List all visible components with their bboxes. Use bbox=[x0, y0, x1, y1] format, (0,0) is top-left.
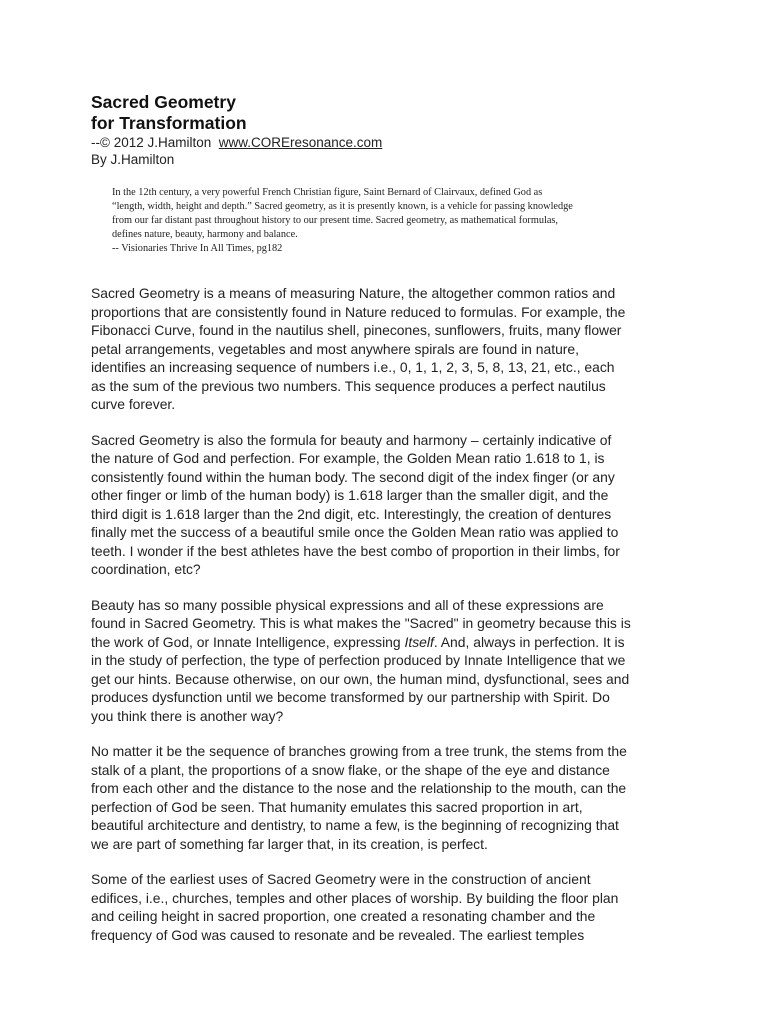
text-line: as the sum of the previous two numbers. This sequence produces a perfect nautilus bbox=[91, 377, 606, 394]
text-line: Beauty has so many possible physical expressions and all of these expressions are bbox=[91, 596, 604, 613]
quote-line: In the 12th century, a very powerful French Christian figure, Saint Bernard of Clairvaux, defined God as bbox=[112, 187, 543, 198]
quote-source: -- Visionaries Thrive In All Times, pg182 bbox=[112, 243, 283, 254]
document-page bbox=[91, 92, 687, 944]
text-line: in the study of perfection, the type of perfection produced by Innate Intelligence that we bbox=[91, 652, 626, 668]
paragraph-2 bbox=[91, 431, 687, 579]
text-line: Some of the earliest uses of Sacred Geometry were in the construction of ancient bbox=[91, 871, 591, 887]
text-line: beautiful architecture and dentistry, to name a few, is the beginning of recognizing that bbox=[91, 817, 619, 833]
italic-emphasis: Itself bbox=[404, 633, 434, 650]
text-line: teeth. I wonder if the best athletes have the best combo of proportion in their limbs, for bbox=[91, 542, 620, 559]
text-line: finally met the success of a beautiful smile once the Golden Mean ratio was applied to bbox=[91, 524, 619, 540]
text-line: perfection of God be seen. That humanity emulates this sacred proportion in art, bbox=[91, 798, 583, 815]
text-line: found in Sacred Geometry. This is what makes the "Sacred" in geometry because this is bbox=[91, 615, 631, 631]
paragraph-5 bbox=[91, 870, 687, 944]
document-title bbox=[91, 92, 687, 134]
text-line: coordination, etc? bbox=[91, 561, 201, 577]
quote-line: “length, width, height and depth.” Sacred geometry, as it is presently known, is a vehicle for passing knowledge bbox=[112, 201, 573, 212]
copyright-text: --© 2012 J.Hamilton bbox=[91, 135, 219, 150]
text-line: Sacred Geometry is also the formula for beauty and harmony – certainly indicative of bbox=[91, 431, 612, 448]
byline: By J.Hamilton bbox=[91, 152, 175, 167]
text-line: we are part of something far larger that, in its creation, is perfect. bbox=[91, 835, 488, 852]
text-line: produces dysfunction until we become transformed by our partnership with Spirit. Do bbox=[91, 689, 610, 705]
website-link[interactable]: www.COREresonance.com bbox=[218, 135, 383, 150]
text-line: frequency of God was caused to resonate and be revealed. The earliest temples bbox=[91, 926, 585, 943]
text-line: No matter it be the sequence of branches growing from a tree trunk, the stems from the bbox=[91, 743, 627, 759]
text-line: stalk of a plant, the proportions of a snow flake, or the shape of the eye and distance bbox=[91, 761, 610, 778]
copyright-line bbox=[91, 134, 687, 151]
title-line-1: Sacred Geometry bbox=[91, 92, 236, 112]
epigraph-quote bbox=[112, 186, 687, 256]
text-line: you think there is another way? bbox=[91, 707, 284, 724]
author-meta bbox=[91, 134, 687, 168]
text-line: other finger or limb of the human body) is 1.618 larger than the smaller digit, and the bbox=[91, 487, 609, 503]
paragraph-3 bbox=[91, 596, 687, 726]
text-line: get our hints. Because otherwise, on our own, the human mind, dysfunctional, sees and bbox=[91, 670, 630, 687]
quote-line: from our far distant past throughout history to our present time. Sacred geometry, as mathematical formulas, bbox=[112, 215, 558, 226]
text-line: proportions that are consistently found in Nature reduced to formulas. For example, the bbox=[91, 303, 626, 320]
text-line: consistently found within the human body. The second digit of the index finger (or any bbox=[91, 468, 615, 485]
text-line: Sacred Geometry is a means of measuring Nature, the altogether common ratios and bbox=[91, 285, 616, 301]
title-line-2: for Transformation bbox=[91, 113, 247, 133]
text-run: . And, always in perfection. It is bbox=[433, 633, 625, 650]
text-line: curve forever. bbox=[91, 396, 176, 412]
text-line: identifies an increasing sequence of numbers i.e., 0, 1, 1, 2, 3, 5, 8, 13, 21, etc., each bbox=[91, 359, 615, 375]
text-line: petal arrangements, vegetables and most anywhere spirals are found in nature, bbox=[91, 340, 580, 357]
text-line: from each other and the distance to the nose and the relationship to the mouth, can the bbox=[91, 780, 627, 796]
text-line: edifices, i.e., churches, temples and other places of worship. By building the floor plan bbox=[91, 889, 619, 906]
text-line: the nature of God and perfection. For example, the Golden Mean ratio 1.618 to 1, is bbox=[91, 450, 605, 466]
text-line: third digit is 1.618 larger than the 2nd digit, etc. Interestingly, the creation of dentures bbox=[91, 505, 612, 522]
paragraph-4 bbox=[91, 742, 687, 853]
text-line: Fibonacci Curve, found in the nautilus shell, pinecones, sunflowers, fruits, many flower bbox=[91, 322, 622, 338]
paragraph-1 bbox=[91, 284, 687, 414]
quote-line: defines nature, beauty, harmony and balance. bbox=[112, 229, 298, 240]
text-line bbox=[91, 633, 687, 652]
text-run: the work of God, or Innate Intelligence, expressing bbox=[91, 633, 405, 650]
text-line: and ceiling height in sacred proportion, one created a resonating chamber and the bbox=[91, 908, 596, 924]
